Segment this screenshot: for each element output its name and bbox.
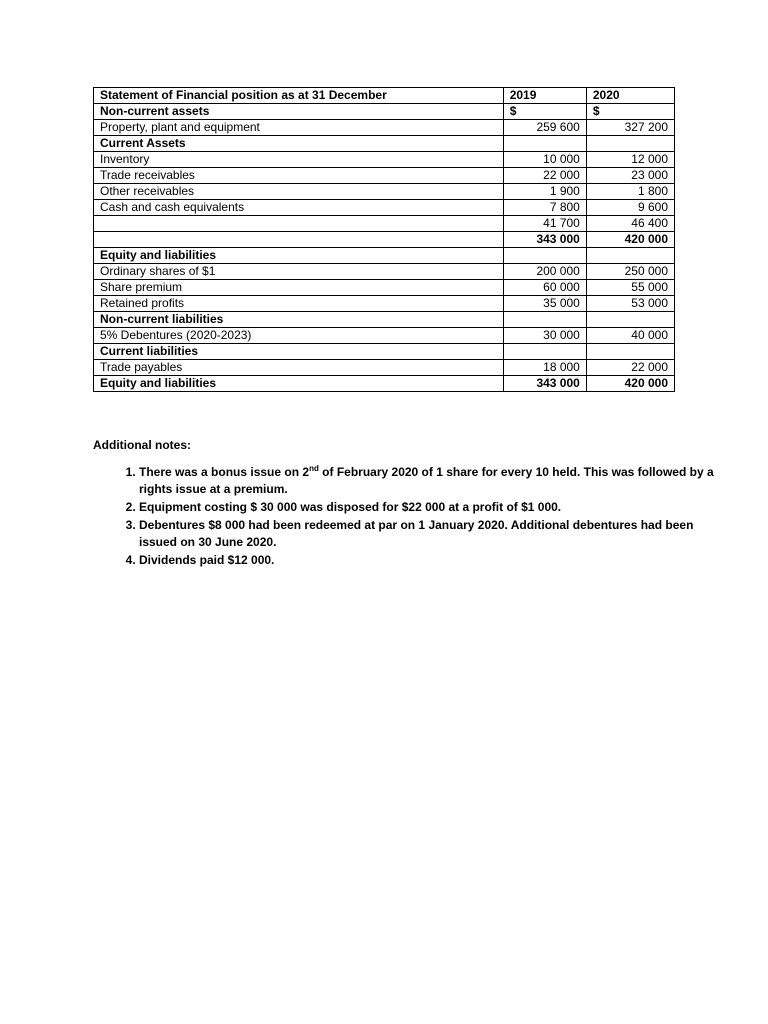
row-label: 5% Debentures (2020-2023) bbox=[94, 328, 504, 344]
value-2019 bbox=[503, 344, 586, 360]
row-label: Non-current assets bbox=[94, 104, 504, 120]
row-label: Cash and cash equivalents bbox=[94, 200, 504, 216]
value-2019 bbox=[503, 312, 586, 328]
row-label bbox=[94, 232, 504, 248]
value-2019: 10 000 bbox=[503, 152, 586, 168]
row-label: Other receivables bbox=[94, 184, 504, 200]
column-header-2019: 2019 bbox=[503, 88, 586, 104]
value-2019: 30 000 bbox=[503, 328, 586, 344]
value-2019: 200 000 bbox=[503, 264, 586, 280]
notes-heading: Additional notes: bbox=[93, 438, 191, 452]
row-label: Equity and liabilities bbox=[94, 376, 504, 392]
value-2020 bbox=[586, 136, 674, 152]
value-2020: 9 600 bbox=[586, 200, 674, 216]
row-label: Retained profits bbox=[94, 296, 504, 312]
table-row bbox=[94, 328, 675, 344]
row-label: Non-current liabilities bbox=[94, 312, 504, 328]
notes-list bbox=[93, 464, 729, 570]
row-label: Share premium bbox=[94, 280, 504, 296]
note-superscript: nd bbox=[309, 464, 319, 473]
table-row bbox=[94, 312, 675, 328]
value-2020: 327 200 bbox=[586, 120, 674, 136]
value-2020: 420 000 bbox=[586, 232, 674, 248]
value-2019: 41 700 bbox=[503, 216, 586, 232]
value-2020: 23 000 bbox=[586, 168, 674, 184]
table-row bbox=[94, 264, 675, 280]
note-item bbox=[139, 517, 729, 551]
value-2019: 22 000 bbox=[503, 168, 586, 184]
value-2019: 7 800 bbox=[503, 200, 586, 216]
value-2020: 22 000 bbox=[586, 360, 674, 376]
table-row bbox=[94, 120, 675, 136]
row-label: Property, plant and equipment bbox=[94, 120, 504, 136]
value-2020 bbox=[586, 312, 674, 328]
value-2019: $ bbox=[503, 104, 586, 120]
row-label: Current liabilities bbox=[94, 344, 504, 360]
table-row bbox=[94, 168, 675, 184]
note-text-continued: of February 2020 of 1 share for every 10 held. This was followed by a rights issue at a premium. bbox=[139, 465, 714, 496]
financial-position-table bbox=[93, 87, 675, 392]
value-2020: 55 000 bbox=[586, 280, 674, 296]
row-label: Equity and liabilities bbox=[94, 248, 504, 264]
note-text: Equipment costing $ 30 000 was disposed for $22 000 at a profit of $1 000. bbox=[139, 500, 562, 514]
column-header-2020: 2020 bbox=[586, 88, 674, 104]
table-row bbox=[94, 200, 675, 216]
value-2020: 250 000 bbox=[586, 264, 674, 280]
value-2020: 46 400 bbox=[586, 216, 674, 232]
value-2019: 35 000 bbox=[503, 296, 586, 312]
table-row bbox=[94, 344, 675, 360]
value-2019 bbox=[503, 248, 586, 264]
table-row bbox=[94, 360, 675, 376]
table-row bbox=[94, 104, 675, 120]
note-text: Dividends paid $12 000. bbox=[139, 553, 275, 567]
table-row bbox=[94, 216, 675, 232]
row-label: Current Assets bbox=[94, 136, 504, 152]
note-text: Debentures $8 000 had been redeemed at par on 1 January 2020. Additional debentures had been issued on 30 June 2020. bbox=[139, 518, 694, 549]
value-2020 bbox=[586, 248, 674, 264]
value-2019: 60 000 bbox=[503, 280, 586, 296]
value-2020: 1 800 bbox=[586, 184, 674, 200]
note-item bbox=[139, 552, 729, 569]
table-row bbox=[94, 136, 675, 152]
table-row bbox=[94, 184, 675, 200]
table-row bbox=[94, 280, 675, 296]
row-label: Trade receivables bbox=[94, 168, 504, 184]
table-row bbox=[94, 152, 675, 168]
value-2019: 1 900 bbox=[503, 184, 586, 200]
value-2020: $ bbox=[586, 104, 674, 120]
table-row bbox=[94, 248, 675, 264]
row-label: Trade payables bbox=[94, 360, 504, 376]
row-label bbox=[94, 216, 504, 232]
value-2019: 18 000 bbox=[503, 360, 586, 376]
row-label: Ordinary shares of $1 bbox=[94, 264, 504, 280]
value-2020: 12 000 bbox=[586, 152, 674, 168]
table-header-row bbox=[94, 88, 675, 104]
note-item bbox=[139, 499, 729, 516]
note-item bbox=[139, 464, 729, 498]
table-row bbox=[94, 232, 675, 248]
value-2019: 343 000 bbox=[503, 376, 586, 392]
value-2019: 343 000 bbox=[503, 232, 586, 248]
value-2019 bbox=[503, 136, 586, 152]
value-2019: 259 600 bbox=[503, 120, 586, 136]
table-row bbox=[94, 376, 675, 392]
value-2020 bbox=[586, 344, 674, 360]
value-2020: 53 000 bbox=[586, 296, 674, 312]
row-label: Inventory bbox=[94, 152, 504, 168]
note-text: There was a bonus issue on 2 bbox=[139, 465, 310, 479]
table-title: Statement of Financial position as at 31 December bbox=[94, 88, 504, 104]
value-2020: 40 000 bbox=[586, 328, 674, 344]
value-2020: 420 000 bbox=[586, 376, 674, 392]
table-row bbox=[94, 296, 675, 312]
